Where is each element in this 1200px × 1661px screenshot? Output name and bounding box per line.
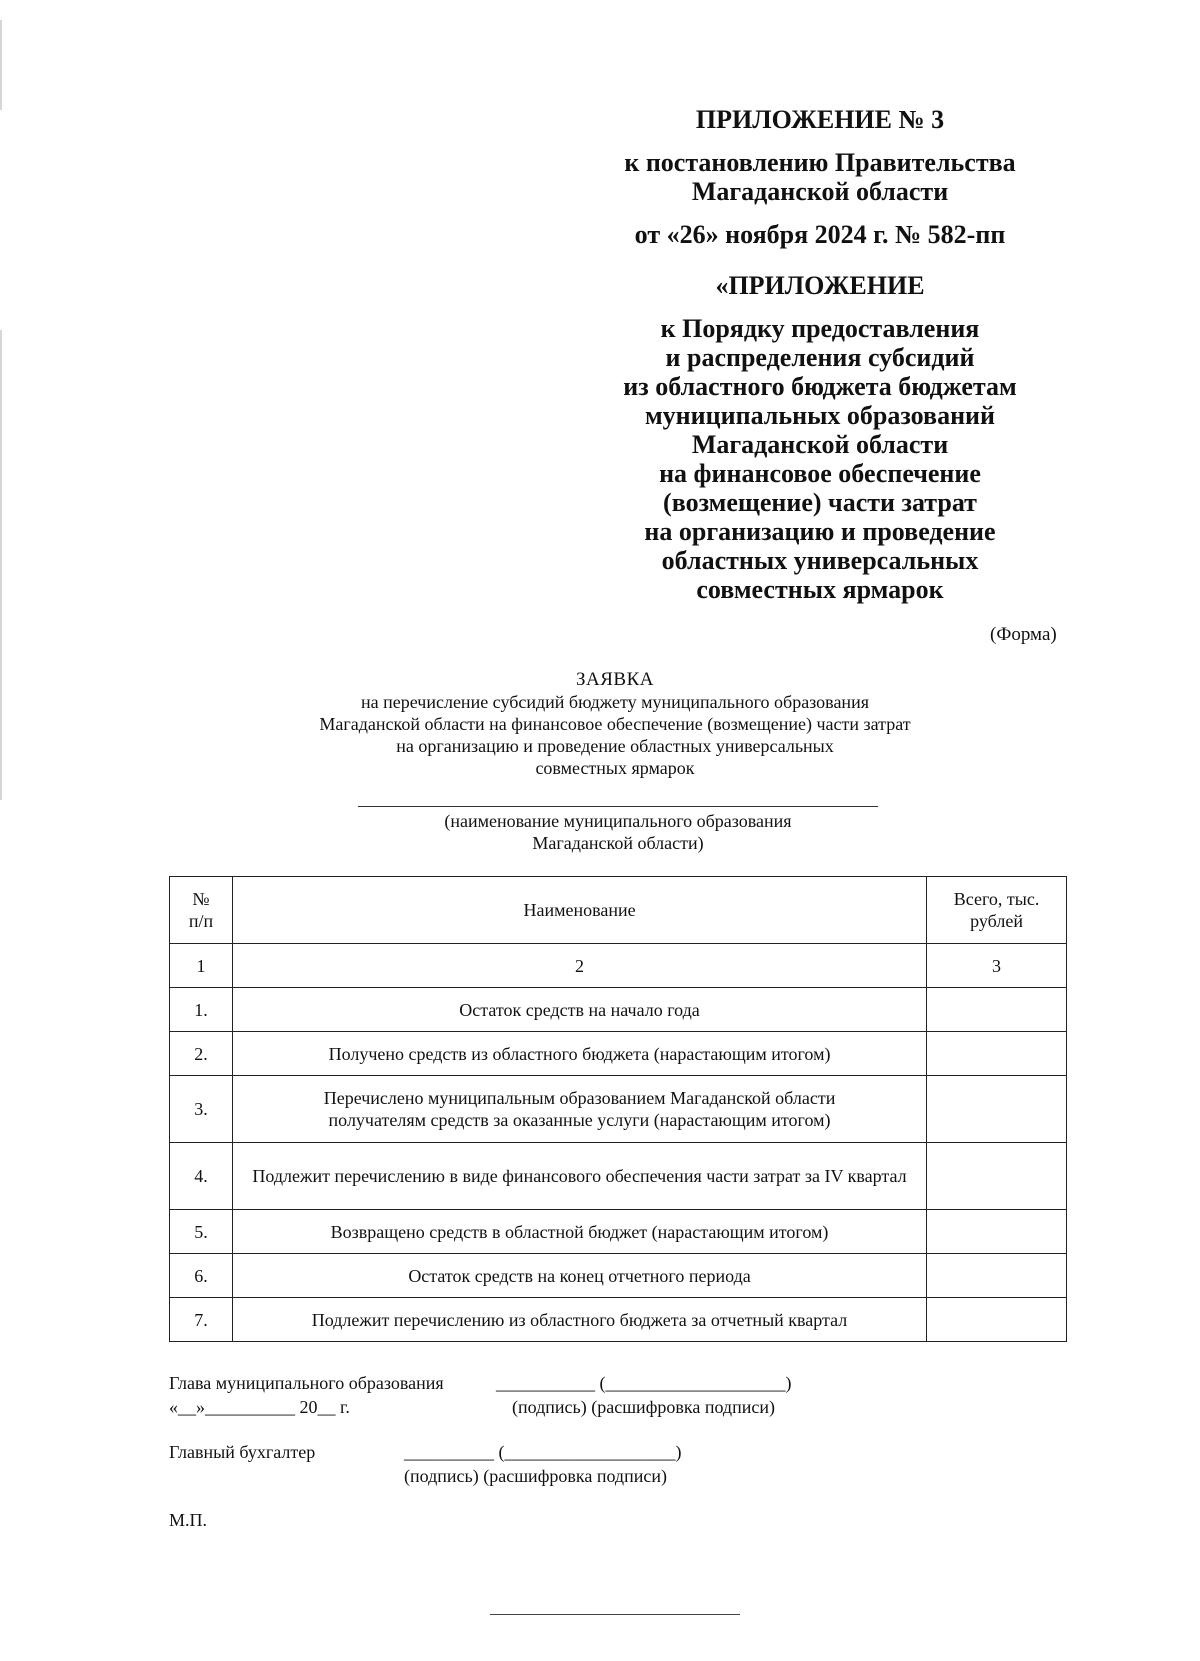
column-number-row [170, 944, 1067, 988]
request-table [169, 876, 1067, 1342]
table-row [170, 1210, 1067, 1254]
scan-edge-mark [0, 330, 2, 800]
table-row [170, 988, 1067, 1032]
scan-edge-mark [0, 20, 2, 110]
head-label: Глава муниципального образования [169, 1373, 444, 1393]
table-row [170, 1298, 1067, 1342]
row-name: Остаток средств на конец отчетного периода [232, 1254, 926, 1298]
caption-line: (наименование муниципального образования [444, 811, 792, 831]
row-total-cell[interactable] [927, 1076, 1067, 1143]
appendix-title: ПРИЛОЖЕНИЕ № 3 [695, 105, 945, 134]
date-field[interactable]: «__»__________ 20__ г. [169, 1397, 350, 1417]
order-line: (возмещение) части затрат [663, 488, 977, 517]
row-name: Перечислено муниципальным образованием Магаданской области получателям средств за оказанные услуги (нарастающим итогом) [232, 1076, 926, 1143]
closing-divider [490, 1614, 740, 1615]
column-number: 2 [232, 944, 926, 988]
accountant-signature-field[interactable]: __________ (___________________) [404, 1442, 682, 1462]
order-line: на финансовое обеспечение [659, 459, 981, 488]
resolution-line-2: Магаданской области [691, 177, 949, 206]
row-number: 4. [170, 1143, 233, 1210]
header-num-line: п/п [188, 911, 214, 931]
form-label: (Форма) [990, 624, 1057, 645]
order-line: совместных ярмарок [696, 575, 944, 604]
header-total-line: рублей [970, 911, 1023, 931]
order-line: на организацию и проведение [644, 517, 996, 546]
table-header-row [170, 877, 1067, 944]
header-num [170, 877, 233, 944]
municipality-name-caption [358, 810, 878, 854]
order-title [600, 314, 1040, 604]
row-name: Подлежит перечислению в виде финансового обеспечения части затрат за IV квартал [232, 1143, 926, 1210]
request-line: Магаданской области на финансовое обеспечение (возмещение) части затрат [319, 714, 911, 734]
head-signature-field[interactable]: ___________ (____________________) [496, 1373, 792, 1393]
caption-line: Магаданской области) [532, 833, 704, 853]
row-total-cell[interactable] [927, 1298, 1067, 1342]
stamp-label: М.П. [169, 1510, 208, 1530]
order-line: муниципальных образований [644, 401, 996, 430]
row-number: 5. [170, 1210, 233, 1254]
request-line: совместных ярмарок [535, 758, 695, 778]
header-name: Наименование [232, 877, 926, 944]
table-row [170, 1032, 1067, 1076]
appendix-header [600, 105, 1040, 604]
row-number: 7. [170, 1298, 233, 1342]
row-name: Подлежит перечислению из областного бюджета за отчетный квартал [232, 1298, 926, 1342]
table-row [170, 1076, 1067, 1143]
row-name: Возвращено средств в областной бюджет (нарастающим итогом) [232, 1210, 926, 1254]
row-number: 2. [170, 1032, 233, 1076]
request-title: ЗАЯВКА [576, 669, 654, 690]
request-heading [240, 669, 990, 779]
row-total-cell[interactable] [927, 1143, 1067, 1210]
order-line: к Порядку предоставления [660, 314, 980, 343]
order-line: и распределения субсидий [665, 343, 975, 372]
accountant-signature-caption: (подпись) (расшифровка подписи) [404, 1466, 667, 1486]
accountant-label: Главный бухгалтер [169, 1442, 316, 1462]
column-number: 3 [927, 944, 1067, 988]
request-line: на перечисление субсидий бюджету муниципального образования [361, 692, 869, 712]
resolution-line-1: к постановлению Правительства [624, 148, 1016, 177]
row-total-cell[interactable] [927, 1032, 1067, 1076]
header-num-line: № [192, 889, 210, 909]
row-number: 1. [170, 988, 233, 1032]
row-total-cell[interactable] [927, 1254, 1067, 1298]
order-line: областных универсальных [661, 546, 979, 575]
row-total-cell[interactable] [927, 988, 1067, 1032]
row-name: Получено средств из областного бюджета (нарастающим итогом) [232, 1032, 926, 1076]
request-line: на организацию и проведение областных универсальных [396, 736, 834, 756]
head-signature-caption: (подпись) (расшифровка подписи) [512, 1397, 775, 1417]
order-line: из областного бюджета бюджетам [623, 372, 1017, 401]
row-name: Остаток средств на начало года [232, 988, 926, 1032]
row-total-cell[interactable] [927, 1210, 1067, 1254]
municipality-name-field[interactable] [358, 806, 878, 807]
table-row [170, 1254, 1067, 1298]
order-line: Магаданской области [691, 430, 949, 459]
header-total [927, 877, 1067, 944]
row-number: 3. [170, 1076, 233, 1143]
resolution-date: от «26» ноября 2024 г. № 582-пп [634, 220, 1006, 249]
header-total-line: Всего, тыс. [953, 889, 1040, 909]
column-number: 1 [170, 944, 233, 988]
table-row [170, 1143, 1067, 1210]
row-number: 6. [170, 1254, 233, 1298]
inner-appendix-title: «ПРИЛОЖЕНИЕ [715, 271, 925, 300]
